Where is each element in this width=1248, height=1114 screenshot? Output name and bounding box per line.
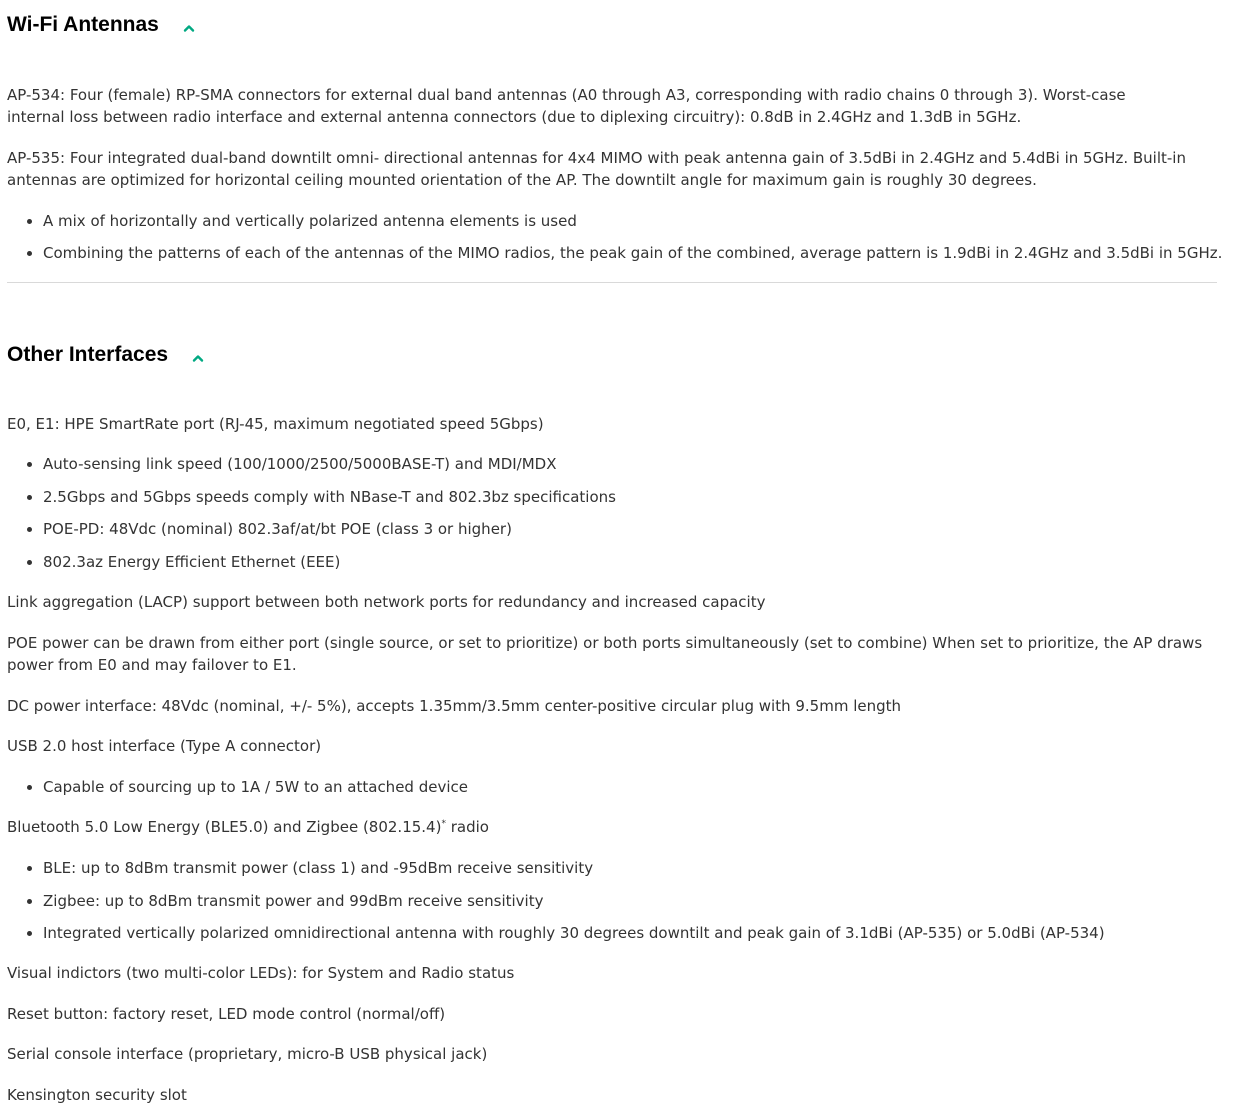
list-item: • Integrated vertically polarized omnidirectional antenna with roughly 30 degrees downtilt and peak gain of 3.1dBi (AP-535) or 5.0dBi (AP-534)	[43, 922, 1243, 944]
bluetooth-text: Bluetooth 5.0 Low Energy (BLE5.0) and Zigbee (802.15.4)	[7, 818, 442, 836]
poe-power-paragraph: POE power can be drawn from either port (single source, or set to prioritize) or both ports simultaneously (set to combine) When set to prioritize, the AP draws power from E0 and may failover to E1.	[7, 634, 1203, 674]
chevron-up-icon[interactable]	[192, 352, 204, 364]
ethernet-paragraph: E0, E1: HPE SmartRate port (RJ-45, maximum negotiated speed 5Gbps)	[7, 415, 544, 433]
wifi-antennas-header[interactable]	[7, 10, 195, 40]
visual-indicators-paragraph: Visual indictors (two multi-color LEDs): for System and Radio status	[7, 964, 515, 982]
bluetooth-paragraph	[7, 816, 1212, 838]
usb-paragraph: USB 2.0 host interface (Type A connector)	[7, 737, 322, 755]
ap535-antenna-paragraph: AP-535: Four integrated dual-band downtilt omni- directional antennas for 4x4 MIMO with peak antenna gain of 3.5dBi in 2.4GHz and 5.4dBi in 5GHz. Built-in antennas are optimized for horizontal ceiling mounted orientation of the AP. The downtilt angle for maximum gain is roughly 30 degrees.	[7, 149, 1186, 189]
antenna-bullet-list	[7, 210, 1243, 264]
list-item: • Zigbee: up to 8dBm transmit power and 99dBm receive sensitivity	[43, 890, 1243, 912]
serial-console-paragraph: Serial console interface (proprietary, micro-B USB physical jack)	[7, 1045, 488, 1063]
usb-bullet-list	[7, 776, 1243, 798]
list-item: • Auto-sensing link speed (100/1000/2500/5000BASE-T) and MDI/MDX	[43, 453, 1243, 475]
bluetooth-bullet-list	[7, 857, 1243, 944]
footnote-marker: *	[441, 819, 446, 829]
wifi-antennas-section	[7, 10, 195, 40]
reset-button-paragraph: Reset button: factory reset, LED mode control (normal/off)	[7, 1005, 446, 1023]
list-item: • POE-PD: 48Vdc (nominal) 802.3af/at/bt POE (class 3 or higher)	[43, 518, 1243, 540]
list-item: • 802.3az Energy Efficient Ethernet (EEE)	[43, 551, 1243, 573]
kensington-paragraph: Kensington security slot	[7, 1086, 187, 1104]
section-title: Other Interfaces	[7, 343, 169, 366]
list-item: • Capable of sourcing up to 1A / 5W to an attached device	[43, 776, 1243, 798]
chevron-up-icon[interactable]	[183, 22, 195, 34]
bluetooth-text-suffix: radio	[445, 818, 489, 836]
list-item: • A mix of horizontally and vertically polarized antenna elements is used	[43, 210, 1243, 232]
ap534-antenna-paragraph: AP-534: Four (female) RP-SMA connectors for external dual band antennas (A0 through A3, corresponding with radio chains 0 through 3). Worst-case internal loss between radio interface and external antenna connectors (due to diplexing circuitry): 0.8dB in 2.4GHz and 1.3dB in 5GHz.	[7, 86, 1126, 126]
list-item: • BLE: up to 8dBm transmit power (class 1) and -95dBm receive sensitivity	[43, 857, 1243, 879]
list-item: • Combining the patterns of each of the antennas of the MIMO radios, the peak gain of the combined, average pattern is 1.9dBi in 2.4GHz and 3.5dBi in 5GHz.	[43, 242, 1243, 264]
ethernet-bullet-list	[7, 453, 1243, 573]
lacp-paragraph: Link aggregation (LACP) support between both network ports for redundancy and increased capacity	[7, 593, 766, 611]
dc-power-paragraph: DC power interface: 48Vdc (nominal, +/- 5%), accepts 1.35mm/3.5mm center-positive circular plug with 9.5mm length	[7, 697, 902, 715]
section-divider	[7, 282, 1217, 283]
list-item: • 2.5Gbps and 5Gbps speeds comply with NBase-T and 802.3bz specifications	[43, 486, 1243, 508]
other-interfaces-header[interactable]	[7, 340, 204, 370]
other-interfaces-section	[7, 340, 204, 370]
section-title: Wi-Fi Antennas	[7, 13, 159, 36]
